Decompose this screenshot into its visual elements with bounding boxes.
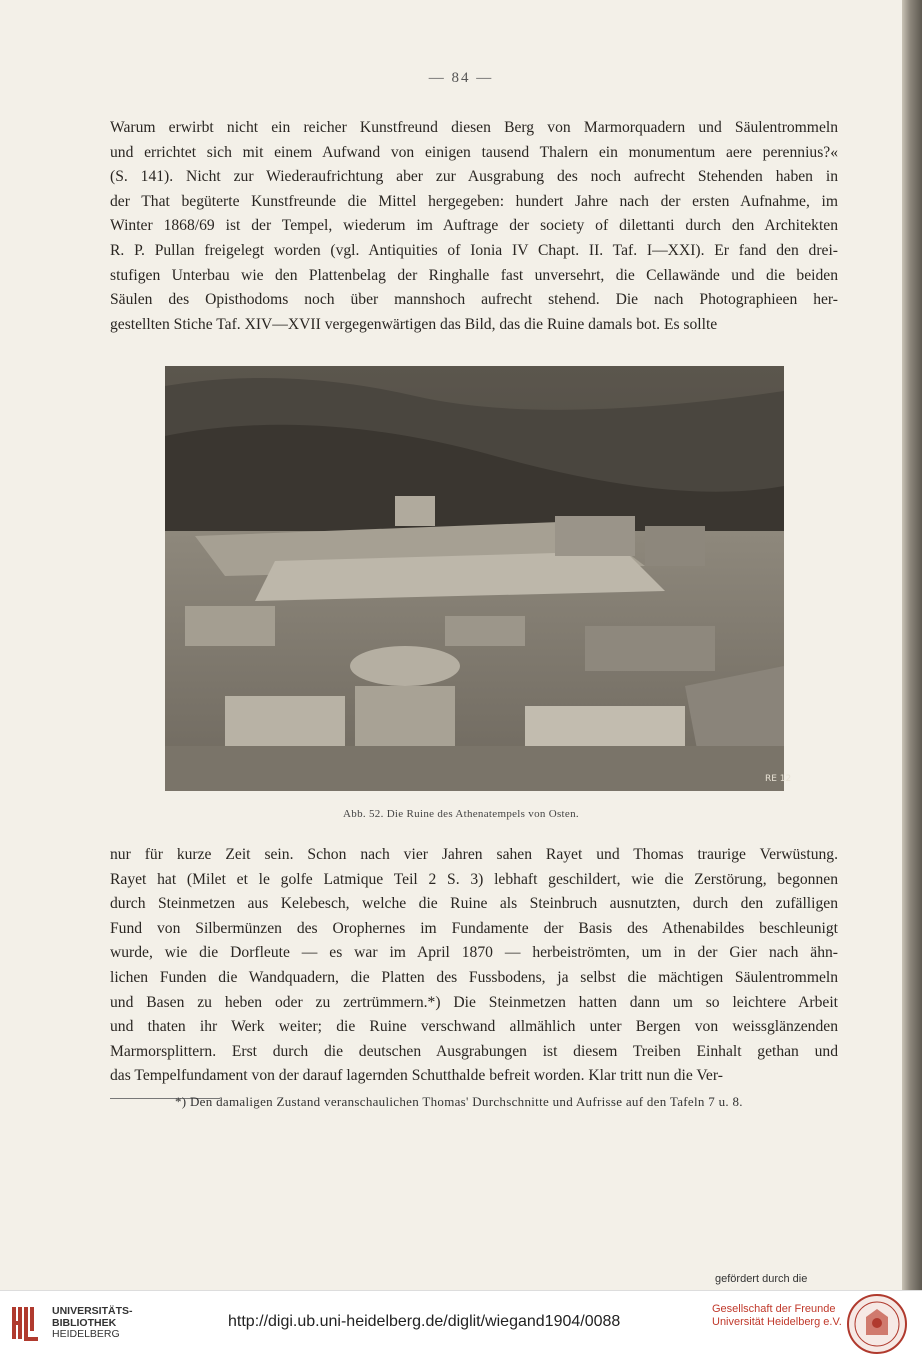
figure-caption: Abb. 52. Die Ruine des Athenatempels von Osten. (343, 808, 579, 820)
library-line1: UNIVERSITÄTS- (52, 1305, 133, 1317)
text-line: (S. 141). Nicht zur Wiederaufrichtung aber zur Ausgrabung des noch aufrecht Stehenden haben in (110, 168, 838, 186)
text-line: Fund von Silbermünzen des Orophernes im Fundamente der Basis des Athenabildes beschleunigt (110, 919, 838, 937)
sponsor-line2: Universität Heidelberg e.V. (712, 1316, 842, 1328)
text-line: der That begüterte Kunstfreunde die Mittel hergegeben: hundert Jahre nach der ersten Aufnahme, im (110, 192, 838, 210)
top-paragraph (110, 116, 838, 337)
text-line: das Tempelfundament von der darauf lagernden Schutthalde befreit worden. Klar tritt nun die Ver- (110, 1067, 723, 1085)
text-line: durch Steinmetzen aus Kelebesch, welche die Ruine als Steinbruch ausnutzten, durch den zufälligen (110, 895, 838, 913)
library-line3: HEIDELBERG (52, 1328, 120, 1340)
library-name (52, 1306, 133, 1341)
sponsor-line1: Gesellschaft der Freunde (712, 1303, 836, 1315)
photo-mark: RE 12 (765, 774, 792, 784)
text-line: und thaten ihr Werk weiter; die Ruine verschwand allmählich unter Bergen von weissglänzenden (110, 1018, 838, 1036)
text-line: lichen Funden die Wandquadern, die Platten des Fussbodens, ja selbst die mächtigen Säulentrommeln (110, 968, 838, 986)
footer-bar (0, 1273, 922, 1355)
library-logo-icon (10, 1303, 44, 1343)
university-seal-icon (846, 1293, 908, 1355)
page-number: — 84 — (428, 70, 494, 86)
ruin-photograph (165, 366, 792, 791)
sponsor-name (712, 1303, 842, 1329)
bottom-paragraph (110, 843, 838, 1089)
page-edge (902, 0, 922, 1290)
text-line: nur für kurze Zeit sein. Schon nach vier Jahren sahen Rayet und Thomas traurige Verwüstung. (110, 846, 838, 863)
photo-illustration (165, 366, 792, 791)
text-line: Warum erwirbt nicht ein reicher Kunstfreund diesen Berg von Marmorquadern und Säulentrommeln (110, 119, 838, 136)
text-line: und errichtet sich mit einem Aufwand von einigen tausend Thalern ein monumentum aere perennius?« (110, 143, 838, 161)
text-line: stufigen Unterbau wie den Plattenbelag der Ringhalle fast unversehrt, die Cellawände und die beiden (110, 266, 838, 284)
text-line: Marmorsplittern. Erst durch die deutschen Ausgrabungen ist diesem Treiben Einhalt gethan und (110, 1042, 838, 1060)
text-line: R. P. Pullan freigelegt worden (vgl. Antiquities of Ionia IV Chapt. II. Taf. I—XXI). Er fand den drei- (110, 241, 838, 259)
text-line: Winter 1868/69 ist der Tempel, wiederum im Auftrage der society of dilettanti durch den Architekten (110, 217, 838, 235)
text-line: und Basen zu heben oder zu zertrümmern.*) Die Steinmetzen hatten dann um so leichtere Arbeit (110, 993, 838, 1011)
text-line: wurde, wie die Dorfleute — es war im April 1870 — herbeiströmten, um in der Gier nach ähn- (110, 944, 838, 962)
sponsor-label: gefördert durch die (715, 1273, 808, 1285)
permalink-url[interactable]: http://digi.ub.uni-heidelberg.de/diglit/wiegand1904/0088 (228, 1313, 621, 1330)
text-line: Säulen des Opisthodoms noch über mannshoch aufrecht stehend. Die nach Photographieen her- (110, 291, 838, 309)
text-line: gestellten Stiche Taf. XIV—XVII vergegenwärtigen das Bild, das die Ruine damals bot. Es sollte (110, 315, 718, 333)
footnote: *) Den damaligen Zustand veranschaulichen Thomas' Durchschnitte und Aufrisse auf den Tafeln 7 u. 8. (175, 1094, 743, 1109)
library-line2: BIBLIOTHEK (52, 1316, 117, 1329)
text-line: Rayet hat (Milet et le golfe Latmique Teil 2 S. 3) lebhaft geschildert, wie die Zerstörung, begonnen (110, 870, 838, 888)
